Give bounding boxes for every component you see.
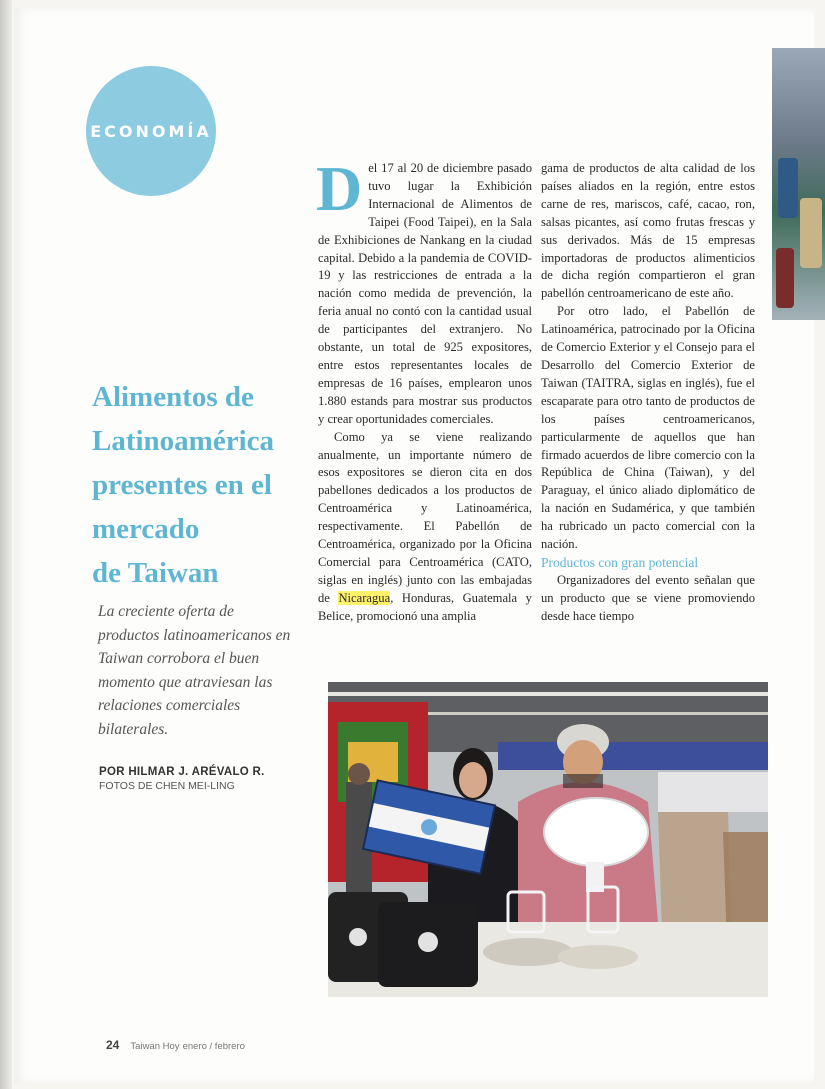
title-line: de Taiwan <box>92 557 219 589</box>
author-line: POR HILMAR J. ARÉVALO R. <box>99 766 265 778</box>
article-title <box>92 375 302 595</box>
byline <box>99 766 319 792</box>
subheading: Productos con gran potencial <box>541 554 699 570</box>
photo-credit: FOTOS DE CHEN MEI-LING <box>99 780 235 792</box>
issue-label: enero / febrero <box>182 1041 245 1052</box>
paragraph-text: Como ya se viene realizando anualmente, un importante número de esos expositores se dieron cita en dos pabellones dedicados a los productos de Centroamérica y Latinoamérica, respectivamente. El Pabellón de Centroamérica, organizado por la Oficina Comercial para Centroamérica (CATO, siglas en inglés) junto con las embajadas de <box>318 429 532 605</box>
drop-cap: D <box>316 153 363 224</box>
event-photo <box>328 682 768 997</box>
paragraph: gama de productos de alta calidad de los países aliados en la región, entre estos carne de res, mariscos, café, cacao, ron, salsas picantes, así como frutas frescas y sus derivados. Más de 15 empresas importadoras de productos alimenticios de dicha región compartieron el gran pabellón centroamericano de este año. <box>541 161 755 301</box>
page-spine <box>0 0 12 1089</box>
page-footer <box>106 1038 245 1052</box>
body-column-1 <box>316 153 532 626</box>
title-line: mercado <box>92 513 200 545</box>
paragraph <box>318 429 532 626</box>
section-badge <box>86 66 216 196</box>
highlighted-text: Nicaragua <box>338 590 391 605</box>
section-label: ECONOMÍA <box>90 121 212 141</box>
paragraph <box>316 153 532 429</box>
article-deck: La creciente oferta de productos latinoamericanos en Taiwan corrobora el buen momento que atraviesan las relaciones comerciales bilaterales. <box>98 603 291 738</box>
paragraph: Por otro lado, el Pabellón de Latinoamérica, patrocinado por la Oficina de Comercio Exterior y el Consejo para el Desarrollo del Comercio Exterior de Taiwan (TAITRA, siglas en inglés), fue el escaparate para otro tanto de productos de los países centroamericanos, particularmente de aquellos que han firmado acuerdos de libre comercio con la República de China (Taiwan), y del Paraguay, el único aliado diplomático de la nación en Sudamérica, y que también ha rubricado un pacto comercial con la nación. <box>541 304 755 552</box>
magazine-name: Taiwan Hoy <box>130 1041 180 1052</box>
paragraph-text: el 17 al 20 de diciembre pasado tuvo lugar la Exhibición Internacional de Alimentos de Taipei (Food Taipei), en la Sala de Exhibiciones de Nankang en la ciudad capital. Debido a la pandemia de COVID-19 y las restricciones de entrada a la nación como medida de prevención, la feria anual no contó con la cantidad usual de participantes del extranjero. No obstante, un total de 925 expositores, entre estos representantes locales de empresas de 16 países, emplearon unos 1.880 estands para mostrar sus productos y crear oportunidades comerciales. <box>318 161 532 426</box>
title-line: Latinoamérica <box>92 425 275 457</box>
title-line: presentes en el <box>92 469 272 501</box>
page-number: 24 <box>106 1038 120 1052</box>
title-line: Alimentos de <box>92 381 254 413</box>
paragraph: Organizadores del evento señalan que un producto que se viene promoviendo desde hace tiempo <box>541 572 755 623</box>
paragraph-text: , Honduras, Guatemala y Belice, promocionó una amplia <box>318 590 532 623</box>
body-column-2 <box>541 160 755 626</box>
adjacent-page-photo <box>772 48 825 320</box>
photo-illustration <box>328 682 768 997</box>
